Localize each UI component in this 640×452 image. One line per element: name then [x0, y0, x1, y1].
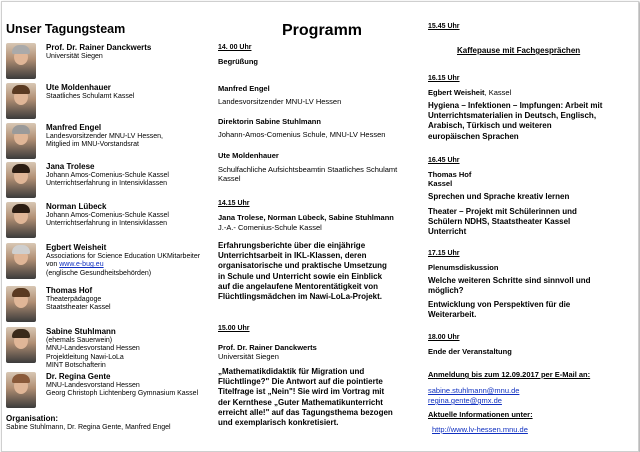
ende: Ende der Veranstaltung — [428, 347, 512, 356]
time-1645: 16.45 Uhr — [428, 157, 460, 164]
member-info — [46, 202, 216, 229]
member-detail: Johann Amos-Comenius-Schule Kassel — [46, 172, 169, 179]
engel-role: Landesvorsitzender MNU-LV Hessen — [218, 97, 342, 106]
member-photo — [6, 123, 36, 159]
text-line: und exemplarisch konkretisiert. — [218, 418, 339, 428]
member-name: Norman Lübeck — [46, 202, 107, 211]
member-detail: Mitglied im MNU-Vorstandsrat — [46, 141, 139, 149]
member-photo — [6, 43, 36, 79]
program-heading: Programm — [282, 22, 363, 39]
member-photo — [6, 243, 36, 279]
member-info — [46, 123, 216, 150]
website-link[interactable]: http://www.lv-hessen.mnu.de — [432, 425, 528, 434]
text-line: erreicht alle!" auf das Tagungsthema bezogen — [218, 407, 393, 417]
member-info — [46, 83, 216, 101]
member-detail: Georg Christoph Lichtenberg Gymnasium Kassel — [46, 390, 199, 398]
begruessung: Begrüßung — [218, 57, 258, 66]
talk-1-description — [218, 241, 418, 302]
text-line: Hygiena – Infektionen – Impfungen: Arbeit mit — [428, 101, 603, 110]
hof-name: Thomas Hof — [428, 170, 472, 179]
sprechen-topic: Sprechen und Sprache kreativ lernen — [428, 192, 570, 201]
email-gente[interactable]: regina.gente@gmx.de — [428, 396, 502, 405]
member-name: Prof. Dr. Rainer Danckwerts — [46, 43, 152, 52]
text-line: in Schule und Unterricht sowie ein Einblick — [218, 271, 383, 281]
weisheit-name: Egbert Weisheit — [428, 88, 485, 97]
theater-topic — [428, 207, 633, 238]
member-photo — [6, 162, 36, 198]
member-name: Thomas Hof — [46, 286, 93, 295]
text-line: Entwicklung von Perspektiven für die — [428, 300, 571, 309]
text-line: der Kernthese „Guter Mathematikunterricht — [218, 397, 383, 407]
member-detail: Unterrichtserfahrung in Intensivklassen — [46, 220, 168, 228]
time-1400: 14. 00 Uhr — [218, 44, 252, 51]
member-detail: Associations for Science Education UKMitarbeiter — [46, 253, 201, 260]
text-line: möglich? — [428, 286, 464, 296]
weisheit-line — [428, 88, 511, 97]
organisation-label: Organisation: — [6, 414, 59, 423]
member-name: Sabine Stuhlmann — [46, 327, 116, 336]
member-link-prefix: von — [46, 261, 60, 269]
text-line: organisatorische und praktische Umsetzung — [218, 261, 387, 271]
team-heading: Unser Tagungsteam — [6, 22, 126, 36]
member-name: Jana Trolese — [46, 162, 95, 171]
moldenhauer-name: Ute Moldenhauer — [218, 151, 279, 160]
member-detail: MNU-Landesvorstand Hessen — [46, 382, 140, 389]
text-line: Flüchtlinge?" Die Antwort auf die pointierte — [218, 377, 383, 387]
member-photo — [6, 286, 36, 322]
kaffeepause: Kaffepause mit Fachgesprächen — [457, 46, 581, 55]
member-detail: Staatliches Schulamt Kassel — [46, 93, 135, 100]
time-1415: 14.15 Uhr — [218, 200, 250, 207]
member-detail: Staatstheater Kassel — [46, 304, 111, 312]
member-info — [46, 372, 216, 399]
schritte-question — [428, 276, 633, 296]
member-info — [46, 162, 216, 189]
time-1615: 16.15 Uhr — [428, 75, 460, 82]
engel-name: Manfred Engel — [218, 84, 270, 93]
member-info — [46, 286, 216, 313]
moldenhauer-city: Kassel — [218, 174, 241, 183]
time-1500: 15.00 Uhr — [218, 325, 250, 332]
text-line: Theater – Projekt mit Schülerinnen und — [428, 207, 577, 216]
member-info — [46, 327, 216, 370]
member-name: Dr. Regina Gente — [46, 372, 111, 381]
member-info — [46, 43, 216, 61]
text-line: Schülern NDHS, Staatstheater Kassel — [428, 217, 571, 227]
speakers: Jana Trolese, Norman Lübeck, Sabine Stuhlmann — [218, 213, 394, 222]
direktorin-name: Direktorin Sabine Stuhlmann — [218, 117, 321, 126]
member-name: Ute Moldenhauer — [46, 83, 111, 92]
text-line: Welche weiteren Schritte sind sinnvoll und — [428, 276, 591, 285]
direktorin-school: Johann-Amos-Comenius Schule, MNU-LV Hessen — [218, 130, 386, 139]
text-line: Erfahrungsberichte über die einjährige — [218, 241, 366, 250]
perspektiven-text — [428, 300, 633, 320]
time-1545: 15.45 Uhr — [428, 23, 460, 30]
text-line: „Mathematikdidaktik für Migration und — [218, 367, 365, 376]
text-line: Flüchtlingsmädchen im Nawi-LoLa-Projekt. — [218, 292, 383, 302]
text-line: auf die angelaufene Mentorentätigkeit von — [218, 281, 379, 291]
member-link-line — [46, 261, 216, 269]
text-line: Unterrichtsarbeit in IKL-Klassen, deren — [218, 251, 367, 261]
member-detail: (ehemals Sauerwein) — [46, 337, 113, 344]
member-photo — [6, 83, 36, 119]
member-detail: Johann Amos-Comenius-Schule Kassel — [46, 212, 169, 219]
member-detail: Theaterpädagoge — [46, 296, 102, 303]
hygiene-topic — [428, 101, 633, 142]
member-detail: Projektleitung Nawi-LoLa — [46, 353, 124, 361]
email-stuhlmann[interactable]: sabine.stuhlmann@mnu.de — [428, 386, 520, 395]
member-detail: Unterrichtserfahrung in Intensivklassen — [46, 180, 168, 188]
member-detail: (englische Gesundheitsbehörden) — [46, 269, 152, 277]
member-photo — [6, 202, 36, 238]
hof-city: Kassel — [428, 179, 453, 188]
plenum: Plenumsdiskussion — [428, 263, 499, 272]
text-line: europäischen Sprachen — [428, 131, 519, 141]
organisation-text: Sabine Stuhlmann, Dr. Regina Gente, Manfred Engel — [6, 424, 171, 431]
member-name: Manfred Engel — [46, 123, 102, 132]
member-link[interactable]: www.e-bug.eu — [59, 261, 104, 269]
time-1715: 17.15 Uhr — [428, 250, 460, 257]
text-line: Unterricht — [428, 227, 467, 237]
text-line: Titelfrage ist „Nein"! Sie wird im Vortrag mit — [218, 387, 385, 397]
text-line: Weiterarbeit. — [428, 310, 477, 320]
member-name: Egbert Weisheit — [46, 243, 107, 252]
member-detail: MNU-Landesvorstand Hessen — [46, 345, 140, 353]
member-photo — [6, 372, 36, 408]
text-line: Arabisch, Türkisch und weiteren — [428, 121, 552, 131]
moldenhauer-role: Schulfachliche Aufsichtsbeamtin Staatliches Schulamt — [218, 165, 398, 174]
weisheit-city: , Kassel — [484, 88, 512, 97]
danckwerts-name: Prof. Dr. Rainer Danckwerts — [218, 343, 317, 352]
time-1800: 18.00 Uhr — [428, 334, 460, 341]
danckwerts-uni: Universität Siegen — [218, 352, 279, 361]
member-detail: Universität Siegen — [46, 53, 103, 60]
anmeldung: Anmeldung bis zum 12.09.2017 per E-Mail an: — [428, 370, 591, 379]
aktuelle-info: Aktuelle Informationen unter: — [428, 410, 533, 419]
member-photo — [6, 327, 36, 363]
member-info — [46, 243, 216, 278]
talk-2-description — [218, 367, 423, 428]
text-line: Unterrichtsmaterialien in Deutsch, Englisch, — [428, 111, 597, 121]
member-detail: Landesvorsitzender MNU-LV Hessen, — [46, 133, 163, 140]
member-detail: MINT Botschafterin — [46, 361, 106, 369]
speakers-school: J.-A.- Comenius-Schule Kassel — [218, 223, 322, 232]
